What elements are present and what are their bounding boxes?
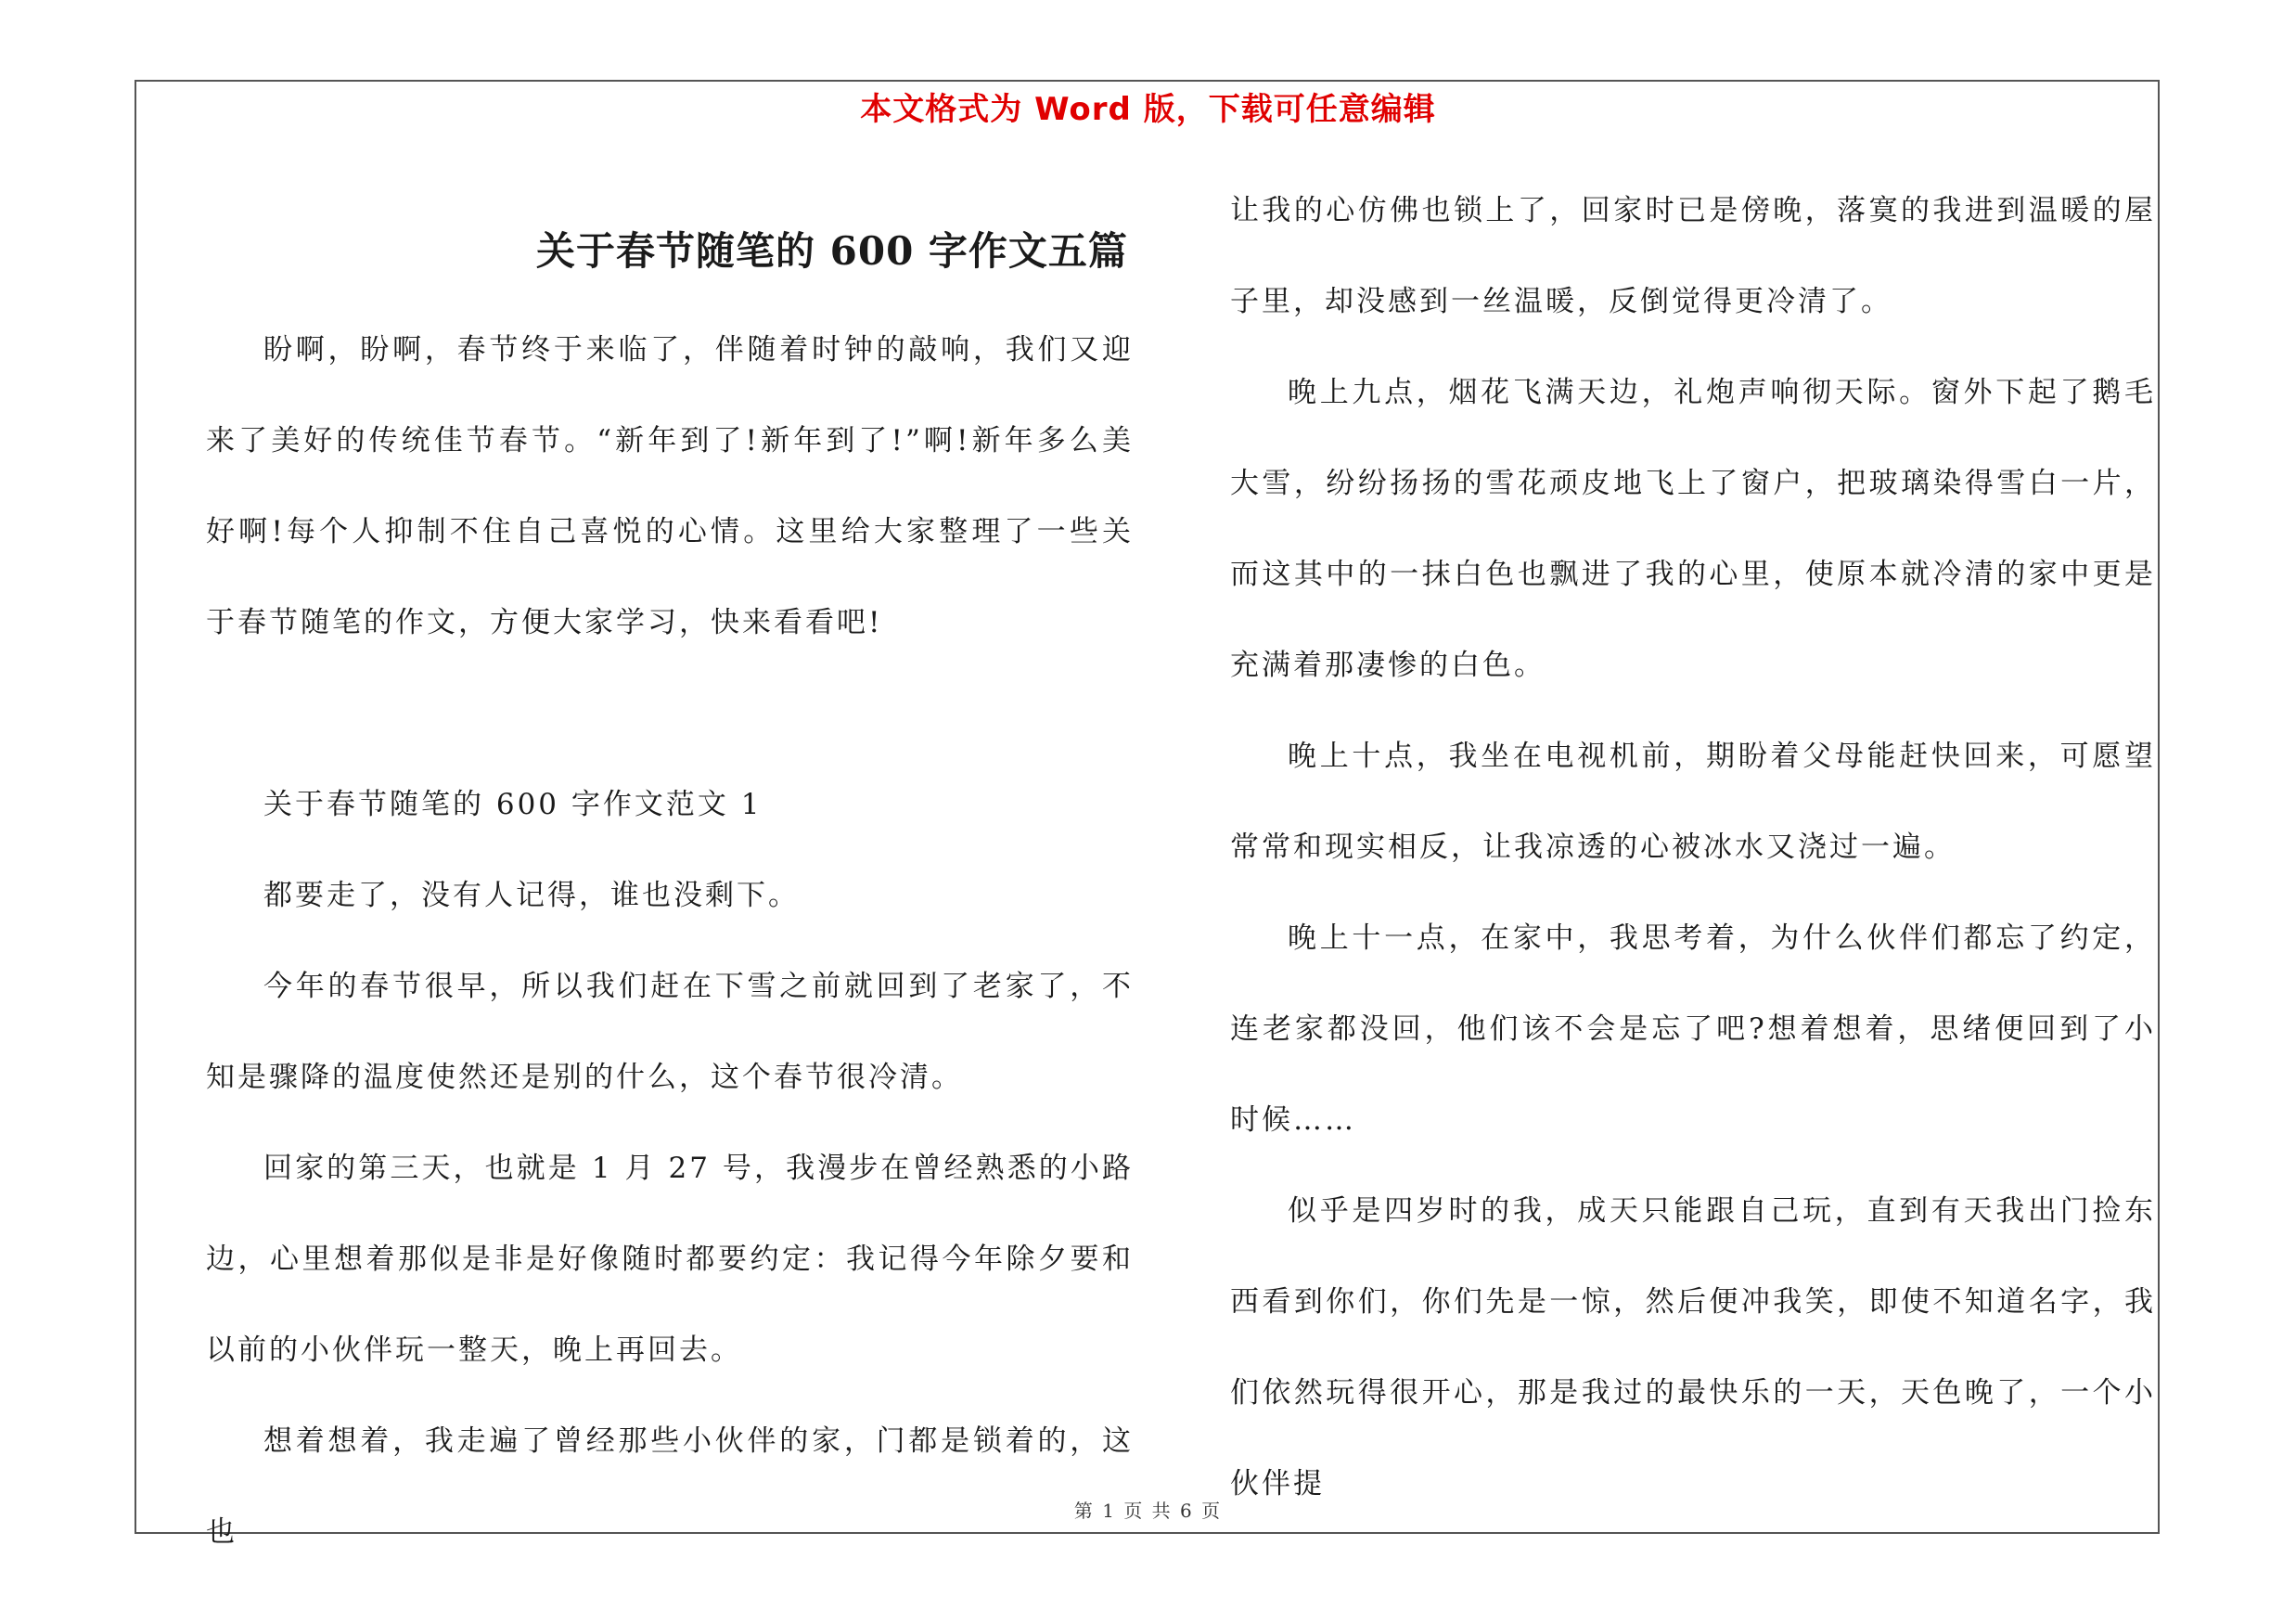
body-paragraph: 想着想着，我走遍了曾经那些小伙伴的家，门都是锁着的，这也 — [206, 1424, 1134, 1549]
body-paragraph: 都要走了，没有人记得，谁也没剩下。 — [263, 879, 800, 912]
body-paragraph: 晚上十一点，在家中，我思考着，为什么伙伴们都忘了约定，连老家都没回，他们该不会是忘了吧?想着想着，思绪便回到了小时候…… — [1230, 921, 2156, 1137]
body-paragraph: 似乎是四岁时的我，成天只能跟自己玩，直到有天我出门捡东西看到你们，你们先是一惊，然后便冲我笑，即使不知道名字，我们依然玩得很开心，那是我过的最快乐的一天，天色晚了，一个小伙伴提 — [1230, 1194, 2156, 1501]
body-paragraph: 晚上九点，烟花飞满天边，礼炮声响彻天际。窗外下起了鹅毛大雪，纷纷扬扬的雪花顽皮地飞上了窗户，把玻璃染得雪白一片，而这其中的一抹白色也飘进了我的心里，使原本就冷清的家中更是充满着那凄惨的白色。 — [1230, 376, 2156, 682]
body-paragraph: 回家的第三天，也就是 1 月 27 号，我漫步在曾经熟悉的小路边，心里想着那似是非是好像随时都要约定：我记得今年除夕要和以前的小伙伴玩一整天，晚上再回去。 — [206, 1152, 1134, 1367]
document-title: 关于春节随笔的 600 字作文五篇 — [536, 228, 1128, 274]
page-number: 第 1 页 共 6 页 — [1073, 1500, 1223, 1522]
body-paragraph: 让我的心仿佛也锁上了，回家时已是傍晚，落寞的我进到温暖的屋子里，却没感到一丝温暖，反倒觉得更冷清了。 — [1230, 194, 2156, 318]
body-paragraph: 晚上十点，我坐在电视机前，期盼着父母能赶快回来，可愿望常常和现实相反，让我凉透的心被冰水又浇过一遍。 — [1230, 740, 2156, 864]
intro-paragraph: 盼啊，盼啊，春节终于来临了，伴随着时钟的敲响，我们又迎来了美好的传统佳节春节。“新年到了!新年到了!”啊!新年多么美好啊!每个人抑制不住自己喜悦的心情。这里给大家整理了一些关于春节随笔的作文，方便大家学习，快来看看吧! — [206, 333, 1134, 639]
format-banner: 本文格式为 Word 版，下载可任意编辑 — [860, 91, 1436, 128]
section-heading: 关于春节随笔的 600 字作文范文 1 — [263, 788, 763, 821]
body-paragraph: 今年的春节很早，所以我们赶在下雪之前就回到了老家了，不知是骤降的温度使然还是别的什么，这个春节很冷清。 — [206, 970, 1134, 1094]
